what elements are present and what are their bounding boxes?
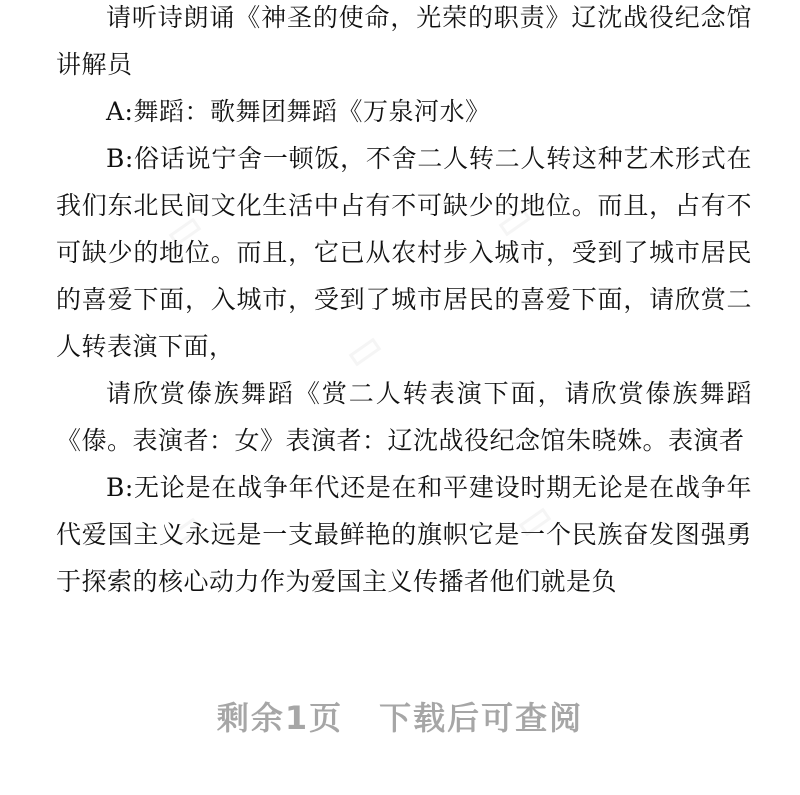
paragraph-errenzhuan: B:俗话说宁舍一顿饭，不舍二人转二人转这种艺术形式在我们东北民间文化生活中占有不可缺少的地位。而且，占有不可缺少的地位。而且，它已从农村步入城市，受到了城市居民的喜爱下面，入城市，受到了城市居民的喜爱下面，请欣赏二人转表演下面， <box>56 144 752 361</box>
paragraph-poem-reading: 请听诗朗诵《神圣的使命，光荣的职责》辽沈战役纪念馆讲解员 <box>56 3 752 79</box>
download-notice[interactable] <box>0 693 800 739</box>
remaining-pages-label: 剩余1页 <box>216 699 344 737</box>
paragraph-dai-dance: 请欣赏傣族舞蹈《赏二人转表演下面，请欣赏傣族舞蹈《傣。表演者：女》表演者：辽沈战役纪念馆朱晓姝。表演者 <box>56 379 752 455</box>
download-to-view-label: 下载后可查阅 <box>379 699 584 737</box>
document-body <box>56 0 752 605</box>
paragraph-patriotism: B:无论是在战争年代还是在和平建设时期无论是在战争年代爱国主义永远是一支最鲜艳的旗帜它是一个民族奋发图强勇于探索的核心动力作为爱国主义传播者他们就是负 <box>56 473 752 596</box>
paragraph-dance-a: A:舞蹈：歌舞团舞蹈《万泉河水》 <box>106 97 491 126</box>
